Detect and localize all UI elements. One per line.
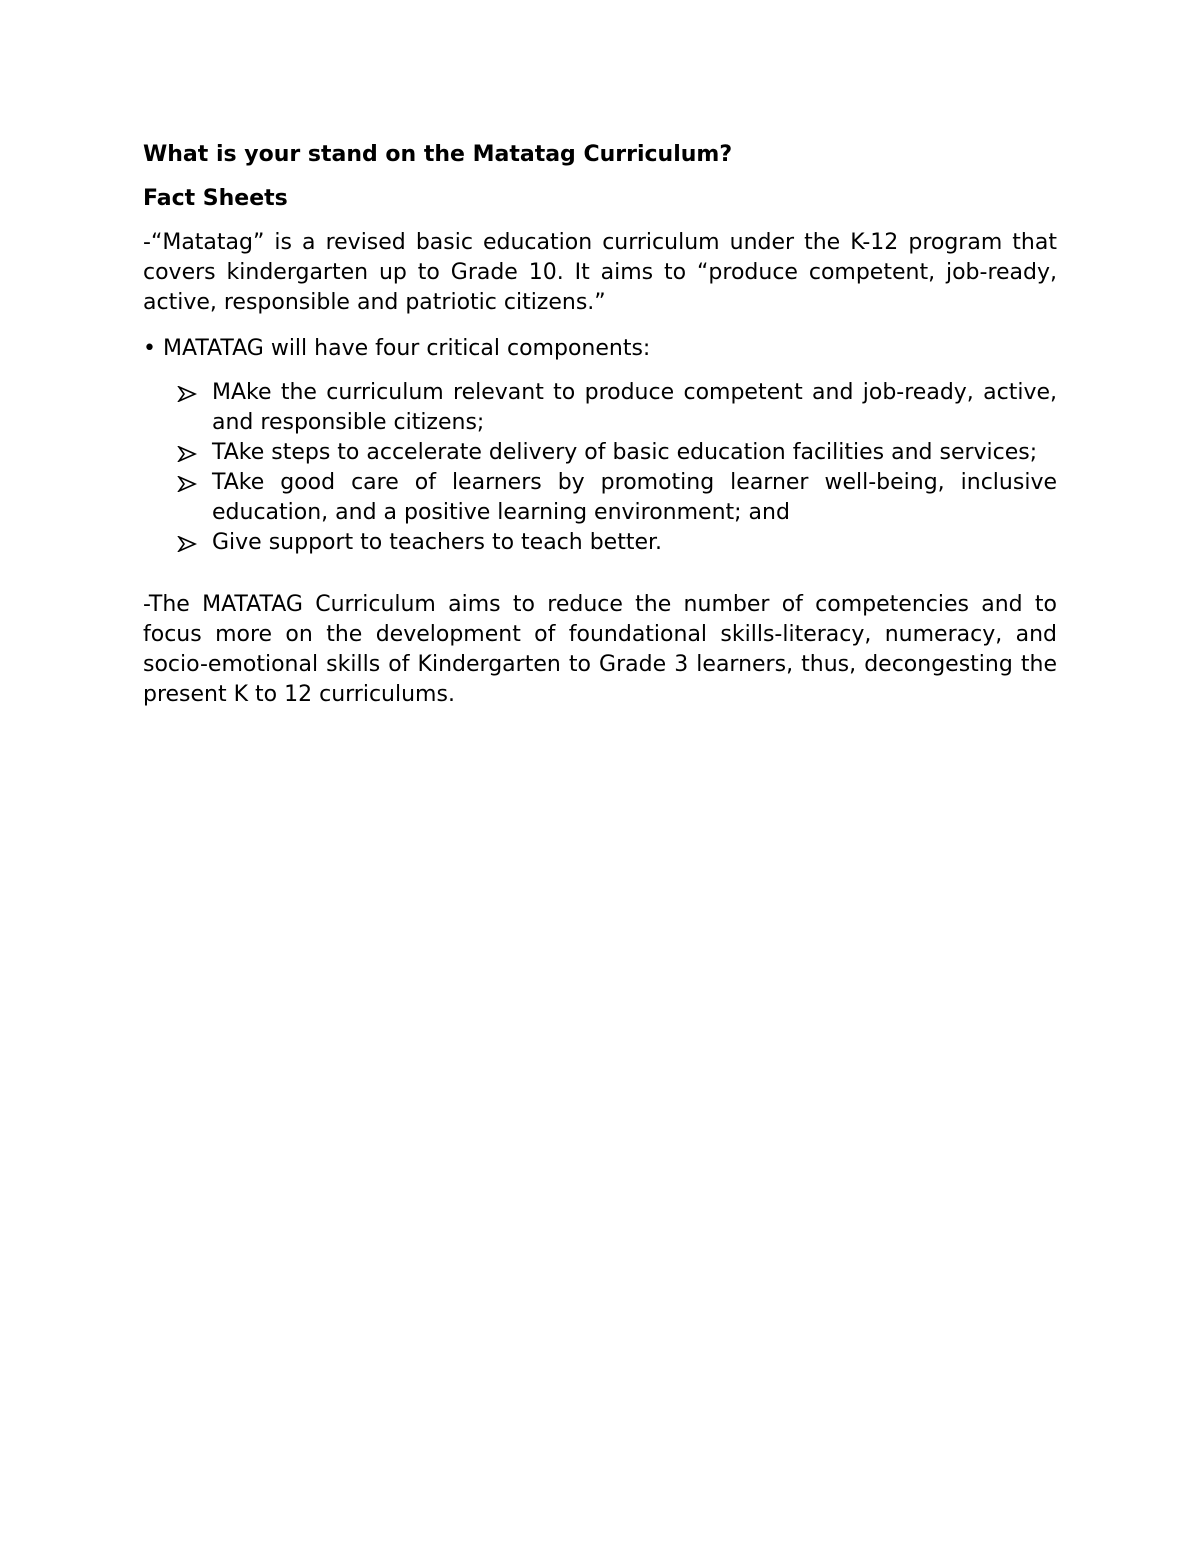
components-bullet [143,334,1057,364]
components-bullet-text: MATATAG will have four critical components: [163,336,651,361]
document-page [143,140,1057,710]
arrow-bullet-icon [177,536,197,552]
list-item [143,528,1057,558]
arrow-bullet-icon [177,446,197,462]
fact-sheets-heading: Fact Sheets [143,186,288,211]
bullet-dot-icon: • [143,336,156,361]
intro-paragraph: -“Matatag” is a revised basic education curriculum under the K-12 program that covers kindergarten up to Grade 10. It aims to “produce competent, job-ready, active, responsible and patriotic citizens.” [143,230,1057,315]
list-item [143,378,1057,438]
component-text: TAke steps to accelerate delivery of basic education facilities and services; [212,440,1038,465]
closing-paragraph: -The MATATAG Curriculum aims to reduce the number of competencies and to focus more on the development of foundational skills-literacy, numeracy, and socio-emotional skills of Kindergarten to Grade 3 learners, thus, decongesting the present K to 12 curriculums. [143,592,1057,707]
list-item [143,468,1057,528]
component-text: Give support to teachers to teach better. [212,530,663,555]
component-text: TAke good care of learners by promoting learner well-being, inclusive education, and a positive learning environment; and [212,470,1057,525]
components-list [143,378,1057,558]
arrow-bullet-icon [177,386,197,402]
list-item [143,438,1057,468]
page-question-heading: What is your stand on the Matatag Curriculum? [143,142,733,167]
arrow-bullet-icon [177,476,197,492]
component-text: MAke the curriculum relevant to produce competent and job-ready, active, and responsible citizens; [212,380,1057,435]
